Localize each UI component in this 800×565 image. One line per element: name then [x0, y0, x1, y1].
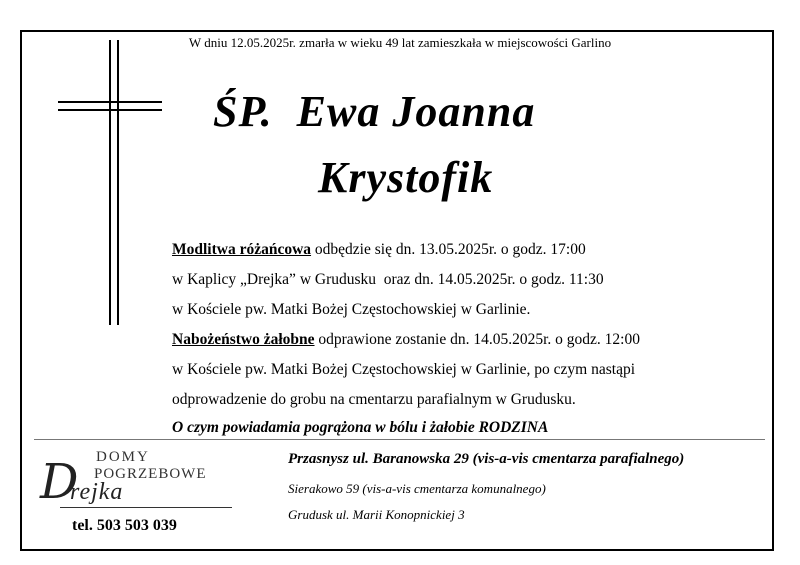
logo-brand: rejka [70, 479, 124, 505]
divider [34, 439, 765, 440]
address-secondary: Sierakowo 59 (vis-a-vis cmentarza komunalnego) [288, 481, 546, 496]
logo-line-1: DOMY [96, 449, 150, 465]
logo-underline [60, 507, 232, 508]
rosary-text-1: odbędzie się dn. 13.05.2025r. o godz. 17:00 [311, 241, 586, 258]
rosary-line-3: w Kościele pw. Matki Bożej Częstochowskiej w Garlinie. [172, 301, 531, 318]
deceased-name-line1: ŚP. Ewa Joanna [213, 87, 536, 136]
intro-text: W dniu 12.05.2025r. zmarła w wieku 49 lat zamieszkała w miejscowości Garlino [188, 35, 612, 50]
company-phone: tel. 503 503 039 [72, 517, 177, 534]
funeral-label: Nabożeństwo żałobne [172, 331, 315, 348]
address-tertiary: Grudusk ul. Marii Konopnickiej 3 [288, 507, 465, 522]
ceremony-details [172, 235, 640, 415]
logo-line-2: POGRZEBOWE [94, 466, 207, 482]
cross-icon [58, 40, 162, 325]
closing-text: O czym powiadamia pogrążona w bólu i żałobie RODZINA [172, 419, 549, 436]
deceased-name-line2: Krystofik [318, 153, 494, 202]
logo-initial: D [40, 454, 79, 510]
address-main: Przasnysz ul. Baranowska 29 (vis-a-vis cmentarza parafialnego) [288, 451, 685, 467]
rosary-line-1 [172, 235, 640, 265]
company-logo [40, 449, 236, 511]
rosary-label: Modlitwa różańcowa [172, 241, 312, 258]
funeral-line-3: odprowadzenie do grobu na cmentarzu parafialnym w Grudusku. [172, 391, 576, 408]
funeral-text-1: odprawione zostanie dn. 14.05.2025r. o godz. 12:00 [314, 331, 640, 348]
rosary-line-2: w Kaplicy „Drejka” w Grudusku oraz dn. 14.05.2025r. o godz. 11:30 [172, 271, 604, 288]
funeral-line-2: w Kościele pw. Matki Bożej Częstochowskiej w Garlinie, po czym nastąpi [172, 361, 636, 378]
funeral-line-1 [172, 325, 640, 355]
